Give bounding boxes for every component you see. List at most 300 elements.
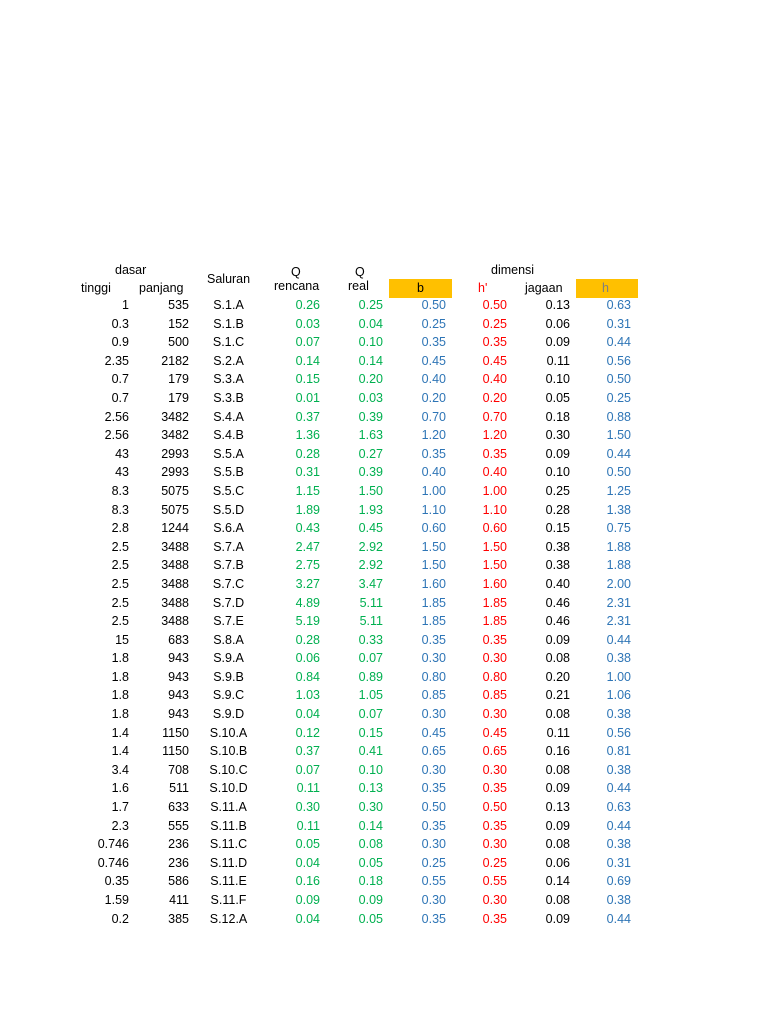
cell-h: 0.56 xyxy=(606,353,631,368)
cell-h-prime: 0.30 xyxy=(482,893,507,907)
cell-b: 0.25 xyxy=(421,855,446,870)
table-row xyxy=(70,891,637,910)
cell-h-prime: 0.30 xyxy=(482,651,507,666)
cell-tinggi: 0.746 xyxy=(97,855,129,870)
cell-q-rencana: 0.06 xyxy=(295,651,320,666)
cell-saluran: S.10.C xyxy=(209,762,248,777)
table-row xyxy=(70,352,637,371)
cell-h: 1.25 xyxy=(606,483,631,498)
cell-jagaan: 0.09 xyxy=(545,818,570,833)
cell-saluran: S.11.C xyxy=(209,837,248,852)
cell-b: 0.40 xyxy=(421,465,446,480)
cell-panjang: 500 xyxy=(168,335,189,350)
cell-q-rencana: 0.07 xyxy=(295,335,320,350)
cell-q-rencana: 0.31 xyxy=(295,465,320,480)
cell-jagaan: 0.09 xyxy=(545,446,570,461)
cell-panjang: 555 xyxy=(168,818,189,833)
cell-panjang: 1150 xyxy=(162,725,189,740)
table-row xyxy=(70,835,637,854)
cell-panjang: 411 xyxy=(169,893,189,907)
cell-b: 1.50 xyxy=(421,539,446,554)
cell-saluran: S.9.D xyxy=(212,707,245,722)
cell-panjang: 2993 xyxy=(161,446,189,461)
cell-tinggi: 2.3 xyxy=(111,818,129,833)
cell-jagaan: 0.40 xyxy=(545,576,570,591)
cell-b: 0.45 xyxy=(421,725,446,740)
table-row xyxy=(70,724,637,743)
cell-h-prime: 0.45 xyxy=(482,725,507,740)
table-row xyxy=(70,872,637,891)
cell-h-prime: 0.65 xyxy=(482,744,507,759)
table-row xyxy=(70,742,637,761)
cell-h-prime: 0.30 xyxy=(482,707,507,722)
cell-saluran: S.4.A xyxy=(213,409,244,424)
header-q-real-1: Q xyxy=(355,265,365,279)
table-row xyxy=(70,538,637,557)
cell-panjang: 152 xyxy=(168,316,189,331)
table-row xyxy=(70,463,637,482)
cell-jagaan: 0.09 xyxy=(545,781,570,796)
cell-jagaan: 0.08 xyxy=(545,837,570,852)
cell-q-rencana: 0.26 xyxy=(295,298,320,312)
cell-q-rencana: 0.16 xyxy=(295,874,320,889)
cell-tinggi: 1.8 xyxy=(111,707,129,722)
cell-b: 0.35 xyxy=(421,911,446,926)
cell-q-rencana: 1.15 xyxy=(295,483,320,498)
cell-h-prime: 1.10 xyxy=(482,502,507,517)
cell-saluran: S.11.A xyxy=(210,800,247,815)
table-row xyxy=(70,426,637,445)
cell-panjang: 511 xyxy=(169,781,189,796)
cell-saluran: S.3.B xyxy=(213,390,244,405)
cell-panjang: 708 xyxy=(168,762,189,777)
cell-q-real: 0.03 xyxy=(358,390,383,405)
cell-q-real: 0.39 xyxy=(358,409,383,424)
cell-q-real: 3.47 xyxy=(358,576,383,591)
cell-panjang: 2993 xyxy=(161,465,189,480)
cell-q-rencana: 0.37 xyxy=(295,409,320,424)
cell-h-prime: 0.85 xyxy=(482,688,507,703)
cell-q-real: 0.07 xyxy=(358,651,383,666)
cell-h: 0.44 xyxy=(606,781,631,796)
cell-panjang: 683 xyxy=(168,632,189,647)
cell-b: 0.60 xyxy=(421,521,446,536)
cell-h: 1.38 xyxy=(606,502,631,517)
cell-h: 0.38 xyxy=(606,762,631,777)
cell-b: 0.35 xyxy=(421,781,446,796)
cell-tinggi: 1.8 xyxy=(111,669,129,684)
header-h: h xyxy=(602,281,609,295)
cell-b: 0.30 xyxy=(421,837,446,852)
cell-tinggi: 8.3 xyxy=(111,483,129,498)
table-row xyxy=(70,408,637,427)
cell-b: 0.35 xyxy=(421,335,446,350)
cell-h: 1.88 xyxy=(606,558,631,573)
table-row xyxy=(70,631,637,650)
cell-h: 1.00 xyxy=(606,669,631,684)
header-saluran: Saluran xyxy=(207,272,251,286)
cell-h: 0.50 xyxy=(606,465,631,480)
cell-jagaan: 0.28 xyxy=(545,502,570,517)
cell-panjang: 5075 xyxy=(161,483,189,498)
cell-h-prime: 0.60 xyxy=(482,521,507,536)
cell-h-prime: 0.35 xyxy=(482,446,507,461)
cell-tinggi: 2.56 xyxy=(104,428,129,443)
cell-b: 0.30 xyxy=(421,707,446,722)
cell-saluran: S.4.B xyxy=(213,428,244,443)
cell-panjang: 3482 xyxy=(161,428,189,443)
cell-q-real: 2.92 xyxy=(358,539,383,554)
cell-h: 0.31 xyxy=(606,855,631,870)
table-row xyxy=(70,575,637,594)
cell-h-prime: 1.60 xyxy=(482,576,507,591)
cell-saluran: S.11.F xyxy=(210,893,247,907)
cell-h: 0.25 xyxy=(606,390,631,405)
cell-saluran: S.9.C xyxy=(212,688,245,703)
cell-b: 0.50 xyxy=(421,800,446,815)
cell-panjang: 943 xyxy=(168,688,189,703)
cell-jagaan: 0.46 xyxy=(545,595,570,610)
cell-q-real: 0.25 xyxy=(358,298,383,312)
cell-jagaan: 0.16 xyxy=(545,744,570,759)
cell-saluran: S.5.A xyxy=(213,446,244,461)
cell-saluran: S.11.D xyxy=(209,855,248,870)
cell-tinggi: 0.9 xyxy=(111,335,129,350)
header-q-rencana-1: Q xyxy=(291,265,301,279)
cell-q-real: 0.18 xyxy=(358,874,383,889)
header-dasar: dasar xyxy=(115,263,147,277)
cell-h: 0.88 xyxy=(606,409,631,424)
cell-q-rencana: 0.05 xyxy=(295,837,320,852)
cell-tinggi: 43 xyxy=(115,446,129,461)
cell-tinggi: 1.8 xyxy=(111,651,129,666)
cell-panjang: 3488 xyxy=(161,558,189,573)
cell-tinggi: 8.3 xyxy=(111,502,129,517)
cell-q-real: 1.93 xyxy=(358,502,383,517)
cell-saluran: S.10.A xyxy=(209,725,248,740)
cell-q-real: 2.92 xyxy=(358,558,383,573)
cell-h-prime: 1.85 xyxy=(482,614,507,629)
cell-q-rencana: 0.84 xyxy=(295,669,320,684)
cell-q-rencana: 0.04 xyxy=(295,707,320,722)
cell-h: 2.00 xyxy=(606,576,631,591)
cell-b: 1.50 xyxy=(421,558,446,573)
cell-h: 0.63 xyxy=(606,800,631,815)
cell-saluran: S.1.A xyxy=(213,298,244,312)
cell-h-prime: 0.35 xyxy=(482,781,507,796)
table-row xyxy=(70,686,637,705)
cell-panjang: 3488 xyxy=(161,595,189,610)
cell-q-real: 0.39 xyxy=(358,465,383,480)
cell-jagaan: 0.09 xyxy=(545,335,570,350)
cell-jagaan: 0.06 xyxy=(545,316,570,331)
cell-h-prime: 0.25 xyxy=(482,855,507,870)
cell-b: 0.50 xyxy=(421,298,446,312)
table-row xyxy=(70,761,637,780)
cell-h: 0.38 xyxy=(606,707,631,722)
cell-h: 0.44 xyxy=(606,446,631,461)
cell-q-real: 5.11 xyxy=(359,595,383,610)
cell-saluran: S.6.A xyxy=(213,521,244,536)
cell-tinggi: 2.5 xyxy=(111,558,129,573)
cell-q-real: 1.63 xyxy=(358,428,383,443)
cell-b: 1.60 xyxy=(421,576,446,591)
cell-q-rencana: 2.75 xyxy=(295,558,320,573)
cell-b: 1.85 xyxy=(421,595,446,610)
cell-h: 1.50 xyxy=(606,428,631,443)
cell-saluran: S.3.A xyxy=(213,372,244,387)
cell-q-real: 0.09 xyxy=(358,893,383,907)
cell-q-rencana: 0.12 xyxy=(295,725,320,740)
cell-h-prime: 0.40 xyxy=(482,372,507,387)
cell-tinggi: 0.746 xyxy=(97,837,129,852)
cell-q-rencana: 0.37 xyxy=(295,744,320,759)
cell-b: 0.35 xyxy=(421,632,446,647)
cell-jagaan: 0.09 xyxy=(545,632,570,647)
header-q-rencana-2: rencana xyxy=(274,279,320,293)
header-dimensi: dimensi xyxy=(491,263,535,277)
cell-saluran: S.5.B xyxy=(213,465,244,480)
cell-tinggi: 2.5 xyxy=(111,576,129,591)
cell-q-rencana: 4.89 xyxy=(295,595,320,610)
cell-h: 0.81 xyxy=(606,744,631,759)
cell-panjang: 535 xyxy=(168,298,189,312)
cell-saluran: S.7.C xyxy=(212,576,245,591)
cell-panjang: 943 xyxy=(168,707,189,722)
cell-q-real: 0.27 xyxy=(358,446,383,461)
cell-jagaan: 0.13 xyxy=(545,800,570,815)
header-h-prime: h' xyxy=(478,281,488,295)
table-row xyxy=(70,594,637,613)
cell-saluran: S.1.B xyxy=(213,316,244,331)
table-row xyxy=(70,445,637,464)
cell-tinggi: 0.7 xyxy=(111,390,129,405)
cell-h-prime: 0.20 xyxy=(482,390,507,405)
cell-q-rencana: 1.89 xyxy=(295,502,320,517)
cell-b: 0.65 xyxy=(421,744,446,759)
cell-q-rencana: 0.15 xyxy=(295,372,320,387)
cell-saluran: S.7.B xyxy=(213,558,244,573)
cell-saluran: S.1.C xyxy=(212,335,245,350)
cell-jagaan: 0.08 xyxy=(545,707,570,722)
table-row xyxy=(70,556,637,575)
cell-h-prime: 0.30 xyxy=(482,837,507,852)
cell-jagaan: 0.38 xyxy=(545,558,570,573)
cell-h: 0.50 xyxy=(606,372,631,387)
cell-tinggi: 2.5 xyxy=(111,595,129,610)
cell-panjang: 586 xyxy=(168,874,189,889)
cell-panjang: 5075 xyxy=(161,502,189,517)
cell-b: 0.85 xyxy=(421,688,446,703)
cell-panjang: 3482 xyxy=(161,409,189,424)
cell-jagaan: 0.20 xyxy=(545,669,570,684)
cell-h-prime: 0.40 xyxy=(482,465,507,480)
cell-h: 0.38 xyxy=(606,893,631,907)
table-row xyxy=(70,315,637,334)
table-row xyxy=(70,649,637,668)
cell-tinggi: 0.2 xyxy=(111,911,129,926)
cell-tinggi: 1 xyxy=(122,298,129,312)
cell-panjang: 1150 xyxy=(162,744,189,759)
table-row xyxy=(70,296,637,315)
cell-jagaan: 0.11 xyxy=(546,353,570,368)
cell-q-real: 0.10 xyxy=(358,335,383,350)
table-row xyxy=(70,501,637,520)
cell-q-real: 0.14 xyxy=(358,818,383,833)
cell-h: 2.31 xyxy=(606,595,631,610)
cell-q-real: 1.50 xyxy=(358,483,383,498)
cell-h: 0.56 xyxy=(606,725,631,740)
header-tinggi: tinggi xyxy=(81,281,111,295)
cell-q-rencana: 0.30 xyxy=(295,800,320,815)
cell-jagaan: 0.38 xyxy=(545,539,570,554)
cell-q-real: 0.05 xyxy=(358,911,383,926)
cell-q-real: 0.20 xyxy=(358,372,383,387)
cell-saluran: S.7.A xyxy=(213,539,244,554)
cell-q-real: 0.15 xyxy=(358,725,383,740)
cell-tinggi: 2.56 xyxy=(104,409,129,424)
table-row xyxy=(70,668,637,687)
cell-h: 0.44 xyxy=(606,911,631,926)
cell-h-prime: 1.50 xyxy=(482,539,507,554)
cell-q-rencana: 2.47 xyxy=(295,539,320,554)
cell-jagaan: 0.18 xyxy=(545,409,570,424)
cell-q-real: 0.30 xyxy=(358,800,383,815)
cell-jagaan: 0.15 xyxy=(545,521,570,536)
cell-h-prime: 0.50 xyxy=(482,298,507,312)
cell-q-real: 0.45 xyxy=(358,521,383,536)
cell-panjang: 3488 xyxy=(161,576,189,591)
cell-tinggi: 1.59 xyxy=(104,893,129,907)
cell-q-real: 0.14 xyxy=(358,353,383,368)
header-b: b xyxy=(417,281,424,295)
cell-panjang: 179 xyxy=(168,372,189,387)
cell-q-real: 0.33 xyxy=(358,632,383,647)
cell-b: 0.20 xyxy=(421,390,446,405)
table-row xyxy=(70,854,637,873)
cell-h: 0.38 xyxy=(606,837,631,852)
cell-b: 1.85 xyxy=(421,614,446,629)
cell-h-prime: 0.70 xyxy=(482,409,507,424)
cell-saluran: S.2.A xyxy=(213,353,244,368)
cell-q-rencana: 3.27 xyxy=(295,576,320,591)
cell-saluran: S.7.D xyxy=(212,595,245,610)
cell-h-prime: 0.35 xyxy=(482,818,507,833)
cell-saluran: S.7.E xyxy=(213,614,244,629)
cell-tinggi: 2.5 xyxy=(111,614,129,629)
cell-panjang: 3488 xyxy=(161,539,189,554)
cell-jagaan: 0.08 xyxy=(545,651,570,666)
table-row xyxy=(70,370,637,389)
cell-jagaan: 0.30 xyxy=(545,428,570,443)
cell-q-real: 0.05 xyxy=(358,855,383,870)
cell-q-real: 1.05 xyxy=(358,688,383,703)
cell-h: 0.75 xyxy=(606,521,631,536)
cell-b: 0.45 xyxy=(421,353,446,368)
cell-h-prime: 0.80 xyxy=(482,669,507,684)
cell-tinggi: 1.7 xyxy=(111,800,129,815)
cell-b: 1.20 xyxy=(421,428,446,443)
cell-q-rencana: 1.36 xyxy=(295,428,320,443)
table-row xyxy=(70,333,637,352)
cell-tinggi: 15 xyxy=(115,632,129,647)
cell-h-prime: 0.35 xyxy=(482,632,507,647)
cell-h-prime: 0.45 xyxy=(482,353,507,368)
header-q-real-2: real xyxy=(348,279,369,293)
table-row xyxy=(70,798,637,817)
cell-q-rencana: 0.03 xyxy=(295,316,320,331)
cell-q-real: 0.07 xyxy=(358,707,383,722)
cell-q-real: 5.11 xyxy=(359,614,383,629)
cell-b: 1.00 xyxy=(421,483,446,498)
cell-tinggi: 2.35 xyxy=(104,353,129,368)
cell-h-prime: 1.50 xyxy=(482,558,507,573)
cell-b: 0.25 xyxy=(421,316,446,331)
cell-h-prime: 0.25 xyxy=(482,316,507,331)
cell-tinggi: 0.7 xyxy=(111,372,129,387)
cell-panjang: 3488 xyxy=(161,614,189,629)
cell-panjang: 236 xyxy=(168,855,189,870)
cell-tinggi: 1.6 xyxy=(111,781,129,796)
cell-jagaan: 0.08 xyxy=(545,893,570,907)
cell-tinggi: 1.4 xyxy=(111,744,129,759)
header-jagaan: jagaan xyxy=(525,281,563,295)
cell-b: 0.35 xyxy=(421,446,446,461)
cell-panjang: 236 xyxy=(168,837,189,852)
cell-q-rencana: 0.01 xyxy=(295,390,320,405)
cell-panjang: 633 xyxy=(168,800,189,815)
cell-q-real: 0.13 xyxy=(358,781,383,796)
table-row xyxy=(70,389,637,408)
cell-h-prime: 0.50 xyxy=(482,800,507,815)
cell-tinggi: 1.8 xyxy=(111,688,129,703)
table-row xyxy=(70,817,637,836)
cell-saluran: S.12.A xyxy=(209,911,248,926)
cell-h-prime: 0.35 xyxy=(482,911,507,926)
cell-tinggi: 2.5 xyxy=(111,539,129,554)
cell-h: 0.44 xyxy=(606,335,631,350)
cell-jagaan: 0.05 xyxy=(545,390,570,405)
cell-h: 0.63 xyxy=(606,298,631,312)
table-row xyxy=(70,612,637,631)
cell-q-rencana: 0.11 xyxy=(296,781,320,796)
cell-jagaan: 0.10 xyxy=(545,372,570,387)
cell-tinggi: 43 xyxy=(115,465,129,480)
cell-tinggi: 1.4 xyxy=(111,725,129,740)
cell-jagaan: 0.25 xyxy=(545,483,570,498)
cell-q-real: 0.10 xyxy=(358,762,383,777)
table-row xyxy=(70,779,637,798)
cell-b: 0.30 xyxy=(421,893,446,907)
cell-q-rencana: 0.28 xyxy=(295,446,320,461)
cell-jagaan: 0.14 xyxy=(545,874,570,889)
cell-h: 0.44 xyxy=(606,632,631,647)
table-row xyxy=(70,910,637,929)
cell-q-real: 0.04 xyxy=(358,316,383,331)
cell-b: 0.70 xyxy=(421,409,446,424)
cell-jagaan: 0.46 xyxy=(545,614,570,629)
cell-jagaan: 0.06 xyxy=(545,855,570,870)
cell-q-rencana: 0.28 xyxy=(295,632,320,647)
cell-saluran: S.9.A xyxy=(213,651,244,666)
table-body xyxy=(70,296,637,928)
cell-h: 0.38 xyxy=(606,651,631,666)
cell-jagaan: 0.13 xyxy=(545,298,570,312)
cell-tinggi: 0.35 xyxy=(104,874,129,889)
cell-jagaan: 0.10 xyxy=(545,465,570,480)
cell-panjang: 385 xyxy=(168,911,189,926)
cell-h-prime: 0.35 xyxy=(482,335,507,350)
